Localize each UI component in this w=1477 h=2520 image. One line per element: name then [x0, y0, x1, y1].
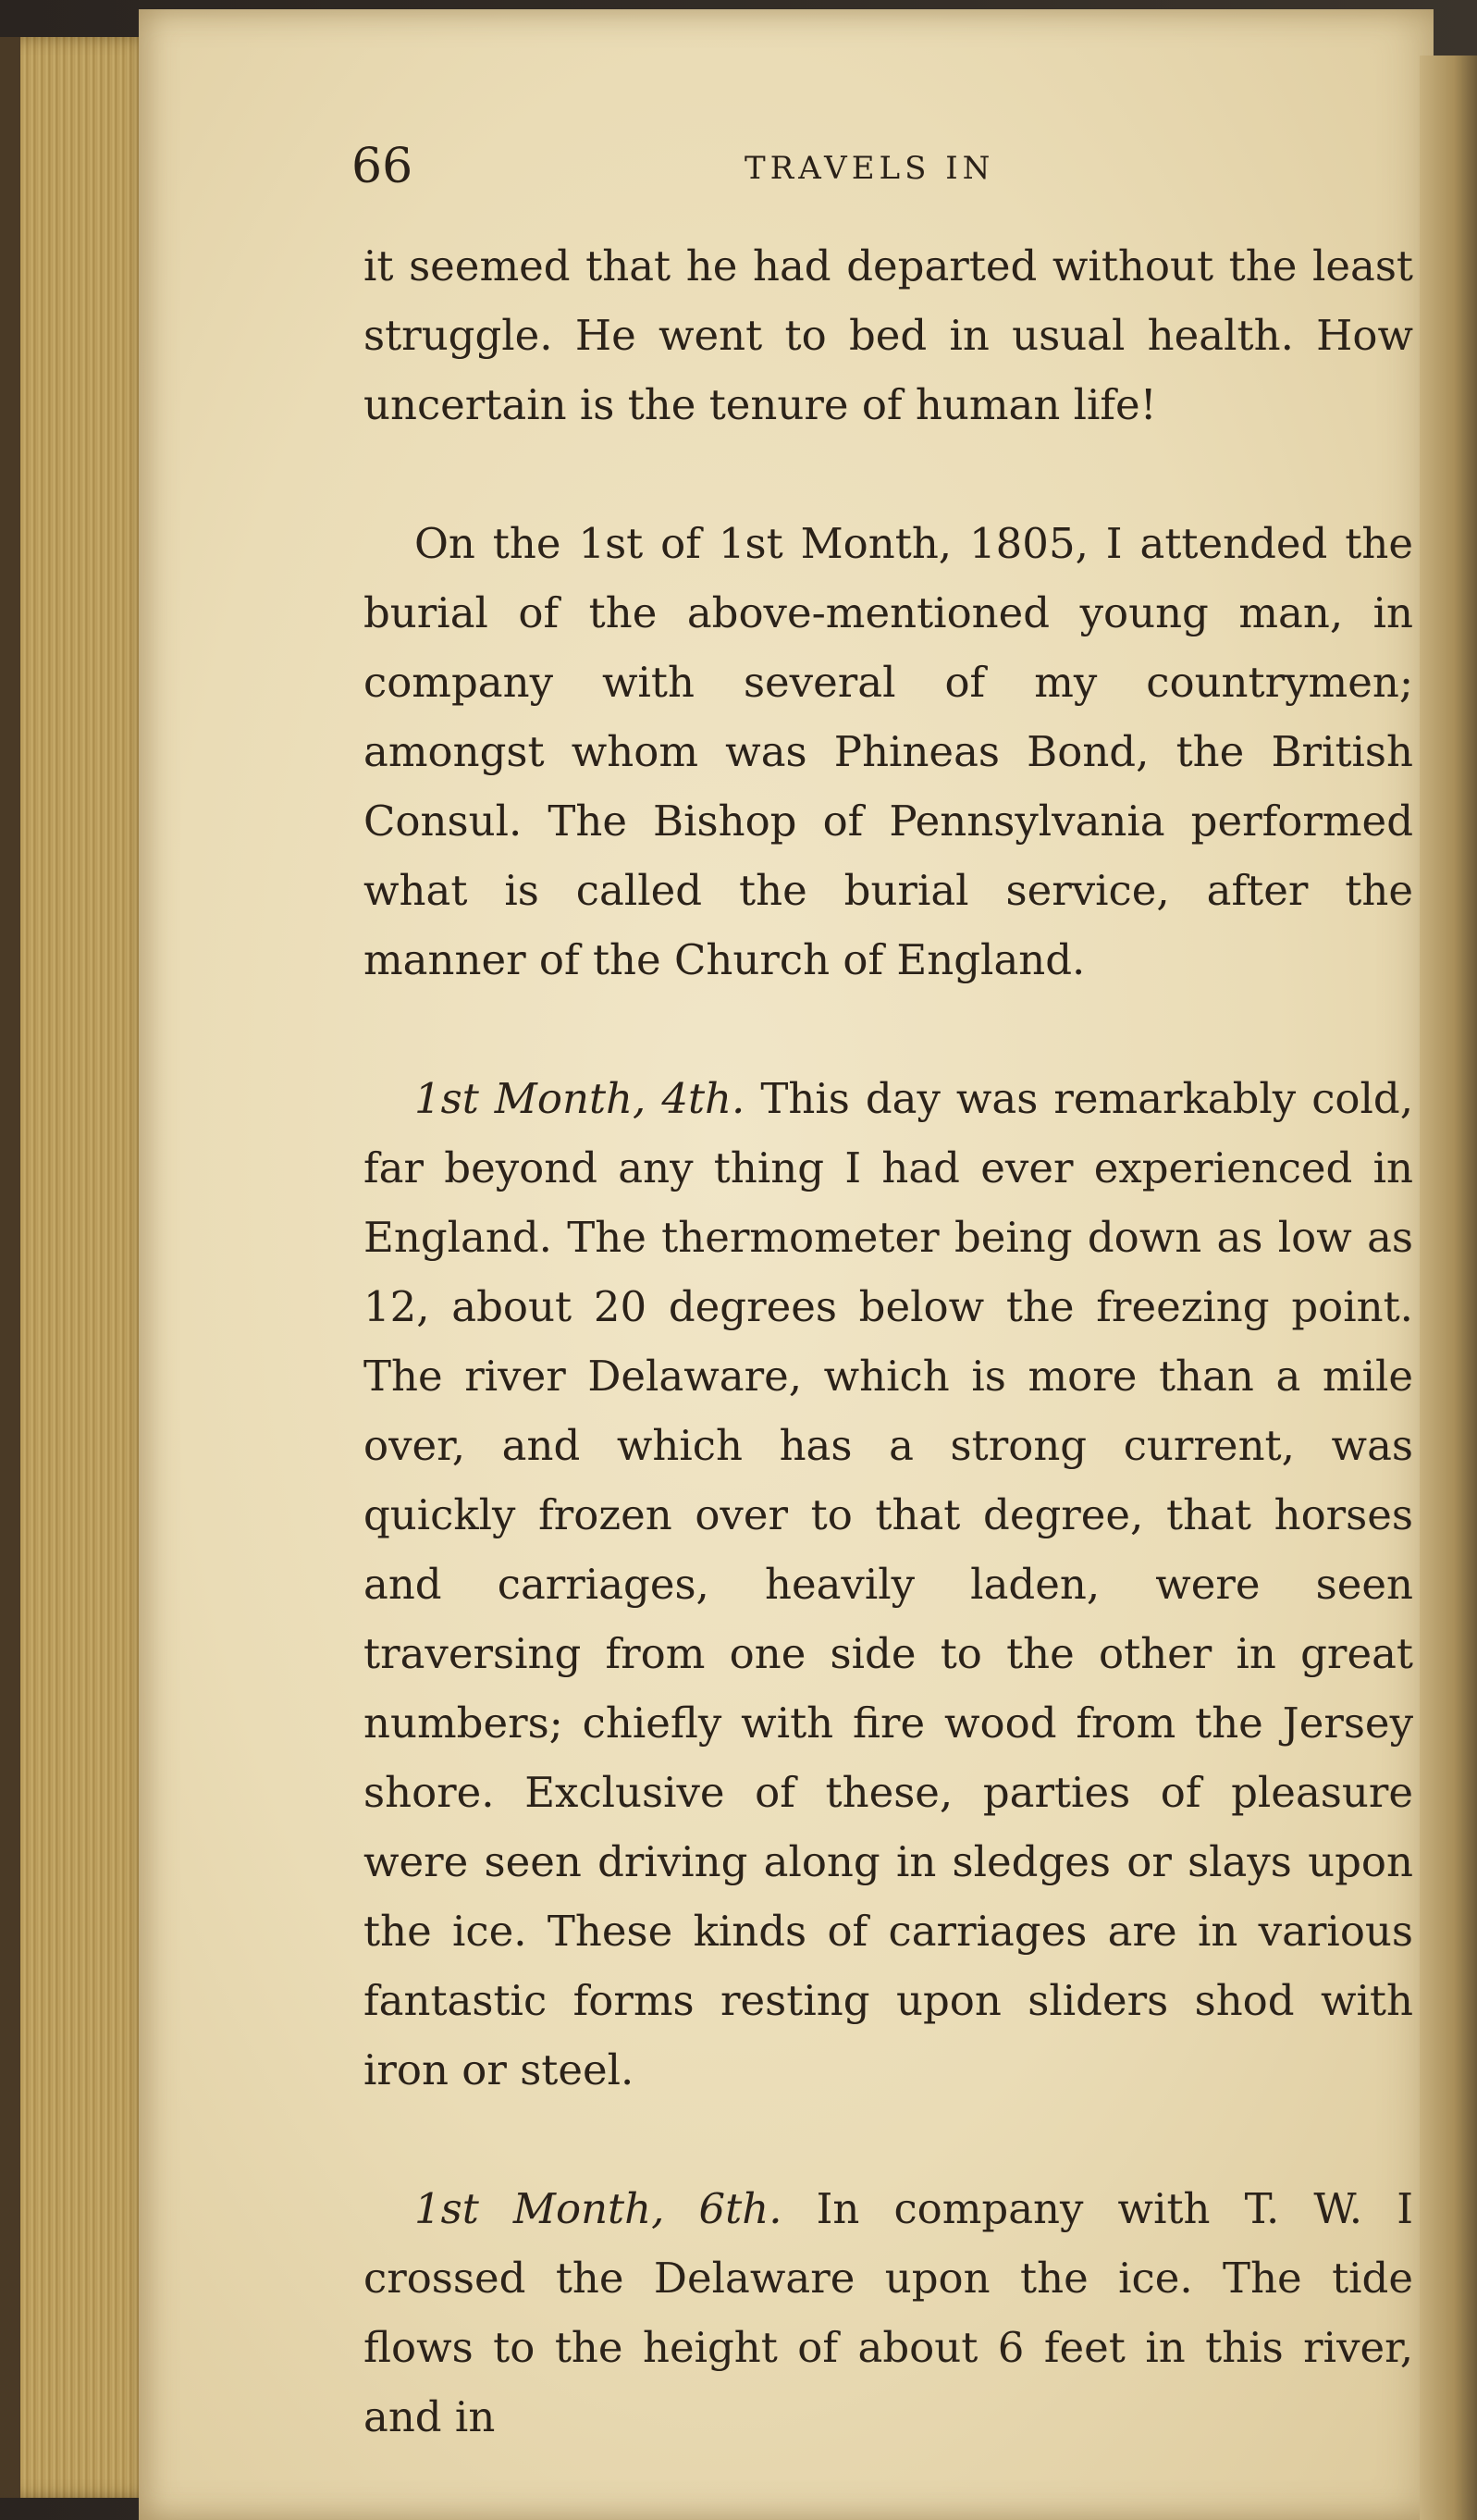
body-text — [363, 231, 1413, 2452]
paragraph — [363, 509, 1413, 994]
journal-entry — [363, 1064, 1413, 2105]
page-header — [351, 139, 1369, 194]
entry-date: 1st Month, 4th. — [414, 1074, 745, 1123]
paragraph — [363, 231, 1413, 439]
book-fore-edge — [0, 37, 153, 2498]
paragraph-text: it seemed that he had departed without the least struggle. He went to bed in usual health. How uncertain is the tenure of human life! — [363, 241, 1413, 429]
book-cover-edge — [0, 37, 20, 2498]
running-title: TRAVELS IN — [745, 150, 995, 187]
next-page-edge — [1420, 56, 1477, 2520]
paragraph-text: On the 1st of 1st Month, 1805, I attended the burial of the above-mentioned young man, in company with several of my countrymen; amongst whom was Phineas Bond, the British Consul. The Bishop of Pennsylvania performed what is called the burial service, after the manner of the Church of England. — [363, 519, 1413, 984]
page-number: 66 — [351, 139, 413, 194]
journal-entry — [363, 2174, 1413, 2452]
paragraph-text: In company with T. W. I crossed the Delaware upon the ice. The tide flows to the height of about 6 feet in this river, and in — [363, 2184, 1413, 2441]
paragraph-text: This day was remarkably cold, far beyond any thing I had ever experienced in England. The thermometer being down as low as 12, about 20 degrees below the freezing point. The river Delaware, which is more than a mile over, and which has a strong current, was quickly frozen over to that degree, that horses and carriages, heavily laden, were seen traversing from one side to the other in great numbers; chiefly with fire wood from the Jersey shore. Exclusive of these, parties of pleasure were seen driving along in sledges or slays upon the ice. These kinds of carriages are in various fantastic forms resting upon sliders shod with iron or steel. — [363, 1074, 1414, 2094]
entry-date: 1st Month, 6th. — [414, 2184, 782, 2233]
